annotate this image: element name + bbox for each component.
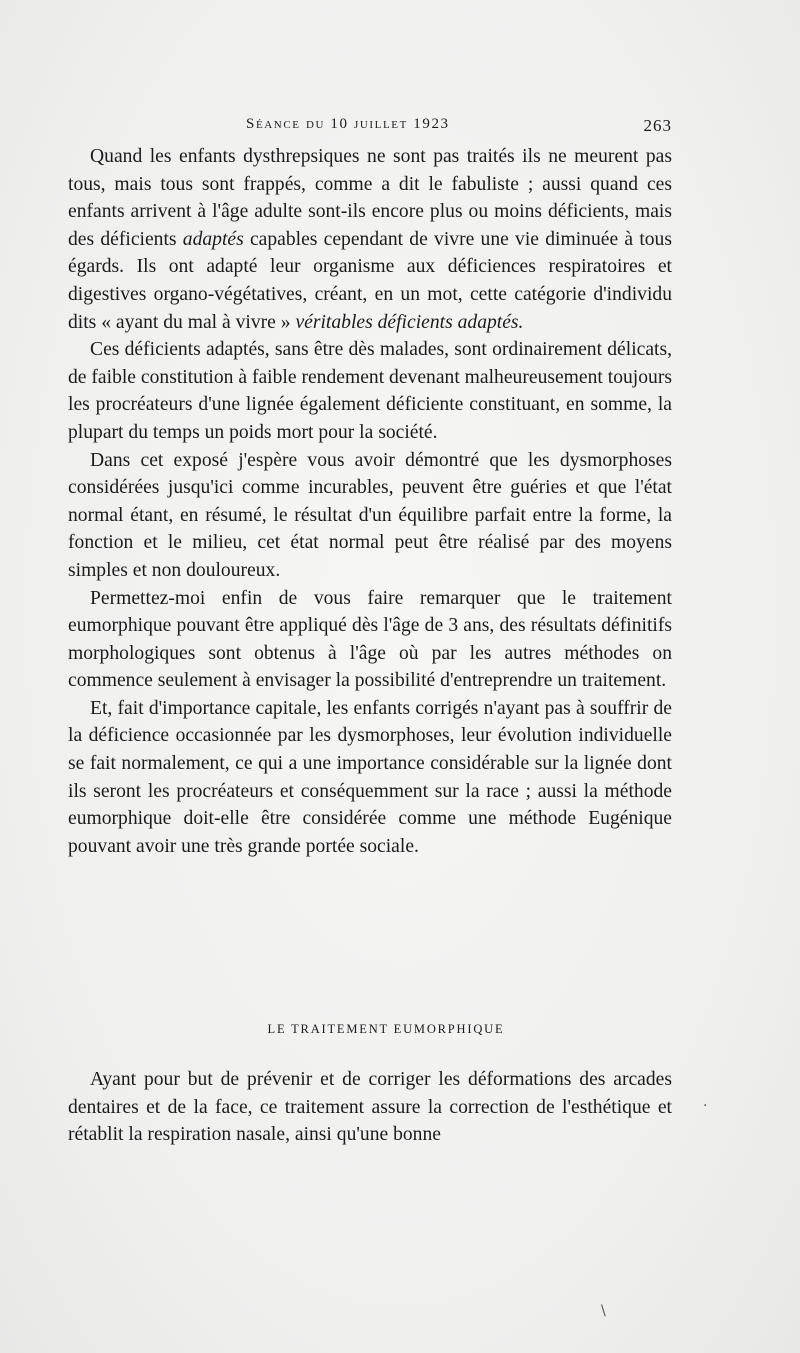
- paragraph-3: Dans cet exposé j'espère vous avoir démontré que les dysmorphoses considérées jusqu'ici comme incurables, peuvent être guéries et que l'état normal étant, en résumé, le résultat d'un équilibre parfait entre la forme, la fonction et le milieu, cet état normal peut être réalisé par des moyens simples et non douloureux.: [68, 449, 672, 581]
- section-heading: [0, 1022, 800, 1037]
- paragraph-1-italic-adaptes: adaptés: [182, 228, 244, 250]
- running-title: Séance du 10 juillet 1923: [246, 116, 450, 132]
- body-text: [68, 143, 672, 860]
- paragraph-4: Permettez-moi enfin de vous faire remarquer que le traitement eumorphique pouvant être appliqué dès l'âge de 3 ans, des résultats définitifs morphologiques sont obtenus à l'âge où par les autres méthodes on commence seulement à envisager la possibilité d'entreprendre un traitement.: [68, 587, 672, 692]
- print-speck: \: [601, 1303, 606, 1319]
- paragraph-5: Et, fait d'importance capitale, les enfants corrigés n'ayant pas à souffrir de la déficience occasionnée par les dysmorphoses, leur évolution individuelle se fait normalement, ce qui a une importance considérable sur la lignée dont ils seront les procréateurs et conséquemment sur la race ; aussi la méthode eumorphique doit-elle être considérée comme une méthode Eugénique pouvant avoir une très grande portée sociale.: [68, 697, 672, 857]
- paragraph-1: [68, 143, 672, 336]
- section-paragraph-1: Ayant pour but de prévenir et de corriger les déformations des arcades dentaires et de la face, ce traitement assure la correction de l'esthétique et rétablit la respiration nasale, ainsi qu'une bonne: [68, 1069, 672, 1146]
- page-number: 263: [643, 116, 672, 135]
- paragraph-1-text-a: Quand les enfants dysthrepsiques ne sont pas traités ils ne meurent pas tous, mais tous sont frappés, comme a dit le fabuliste ; aussi quand ces enfants arrivent à l'âge adulte sont-ils encore plus ou moins déficients, mais des déficients: [68, 146, 672, 250]
- print-speck: ·: [703, 1098, 708, 1114]
- paragraph-1-text-c: capables cependant de vivre une vie diminuée à tous égards. Ils ont adapté leur organisme aux déficiences respiratoires et digestives organo-végétatives, créant, en un mot, cette catégorie d'individu dits « ayant du mal à vivre »: [68, 228, 672, 333]
- page-header: [0, 116, 800, 140]
- section-heading-text: LE TRAITEMENT EUMORPHIQUE: [267, 1022, 505, 1036]
- paragraph-1-italic-deficients: véritables déficients adaptés.: [295, 311, 524, 333]
- section-body-text: [68, 1066, 672, 1149]
- paragraph-2: Ces déficients adaptés, sans être dès malades, sont ordinairement délicats, de faible constitution à faible rendement devenant malheureusement toujours les procréateurs d'une lignée également déficiente constituant, en somme, la plupart du temps un poids mort pour la société.: [68, 339, 672, 443]
